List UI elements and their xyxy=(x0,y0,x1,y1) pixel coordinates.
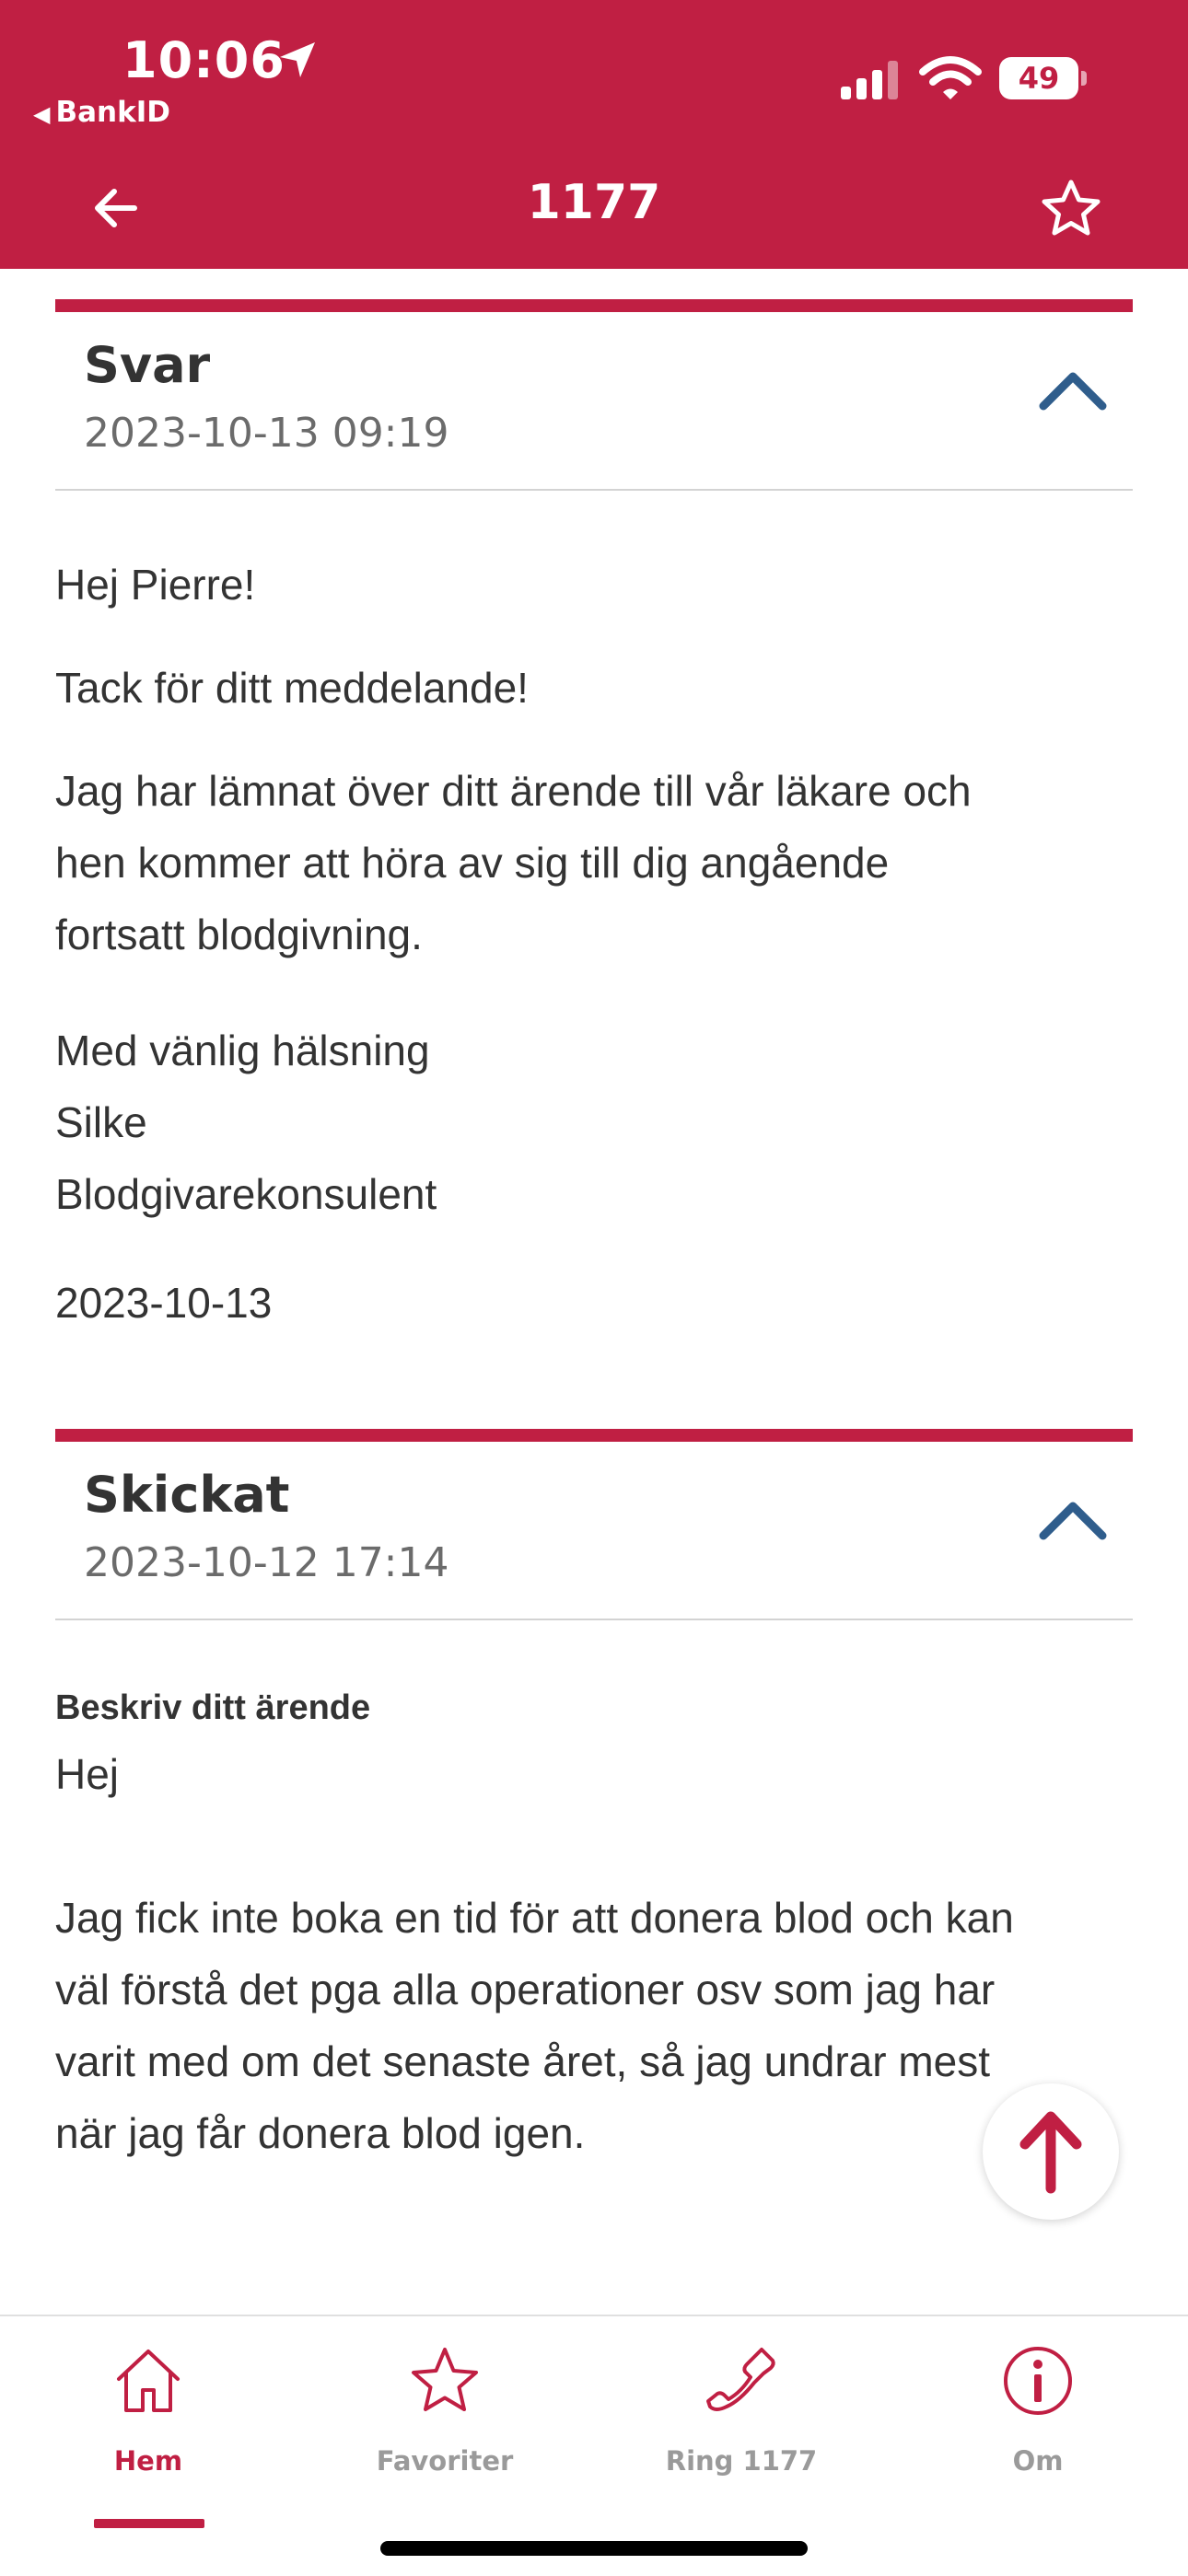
field-label: Beskriv ditt ärende xyxy=(55,1688,371,1727)
tab-label: Hem xyxy=(113,2445,183,2477)
back-to-app-link[interactable] xyxy=(33,96,170,129)
home-indicator[interactable] xyxy=(380,2541,808,2556)
sent-title: Skickat xyxy=(84,1466,290,1524)
tab-label: Ring 1177 xyxy=(665,2445,818,2477)
tab-home[interactable] xyxy=(0,2316,297,2528)
sent-body-line: Jag fick inte boka en tid för att donera blod och kan xyxy=(55,1894,1014,1942)
sent-body-line: väl förstå det pga alla operationer osv som jag har xyxy=(55,1966,996,2013)
scroll-to-top-button[interactable] xyxy=(983,2083,1119,2220)
sent-body-line: varit med om det senaste året, så jag undrar mest xyxy=(55,2037,991,2085)
tab-label: Om xyxy=(1012,2445,1064,2477)
active-tab-indicator xyxy=(94,2519,204,2528)
reply-body-line: fortsatt blodgivning. xyxy=(55,911,423,958)
tab-bar xyxy=(0,2315,1188,2576)
wifi-icon xyxy=(919,55,982,101)
reply-signature-line: Silke xyxy=(55,1098,147,1146)
info-icon xyxy=(1001,2344,1075,2418)
reply-section-bar xyxy=(55,299,1133,312)
phone-icon xyxy=(705,2344,778,2418)
cellular-signal-icon xyxy=(841,61,902,99)
reply-sign-date: 2023-10-13 xyxy=(55,1279,273,1327)
status-time: 10:06 xyxy=(122,31,285,89)
home-icon xyxy=(111,2344,185,2418)
reply-thanks: Tack för ditt meddelande! xyxy=(55,664,529,712)
reply-date: 2023-10-13 09:19 xyxy=(84,410,449,457)
reply-signature-line: Med vänlig hälsning xyxy=(55,1027,430,1074)
chevron-up-icon[interactable] xyxy=(1036,1497,1110,1543)
back-app-label: BankID xyxy=(55,96,170,129)
reply-body-line: hen kommer att höra av sig till dig angående xyxy=(55,839,890,887)
back-triangle-icon: ◀ xyxy=(33,101,51,127)
battery-indicator: 49 xyxy=(999,57,1078,99)
battery-tip xyxy=(1081,71,1087,86)
chevron-up-icon[interactable] xyxy=(1036,367,1110,413)
star-icon xyxy=(408,2344,482,2418)
reply-header[interactable] xyxy=(55,312,1133,491)
arrow-up-icon xyxy=(1014,2107,1088,2196)
app-header xyxy=(0,0,1188,269)
tab-label: Favoriter xyxy=(376,2445,514,2477)
sent-header[interactable] xyxy=(55,1442,1133,1620)
sent-section-bar xyxy=(55,1429,1133,1442)
tab-about[interactable] xyxy=(890,2316,1186,2528)
tab-call[interactable] xyxy=(593,2316,890,2528)
sent-hello: Hej xyxy=(55,1750,120,1798)
sent-date: 2023-10-12 17:14 xyxy=(84,1539,449,1586)
reply-body-line: Jag har lämnat över ditt ärende till vår läkare och xyxy=(55,767,972,815)
sent-body-line: när jag får donera blod igen. xyxy=(55,2109,586,2157)
location-arrow-icon xyxy=(274,37,320,83)
reply-signature-line: Blodgivarekonsulent xyxy=(55,1170,437,1218)
tab-favorites[interactable] xyxy=(297,2316,593,2528)
reply-greeting: Hej Pierre! xyxy=(55,561,256,609)
favorite-star-icon[interactable] xyxy=(1039,177,1103,241)
reply-title: Svar xyxy=(84,336,211,394)
page-title: 1177 xyxy=(527,175,661,230)
